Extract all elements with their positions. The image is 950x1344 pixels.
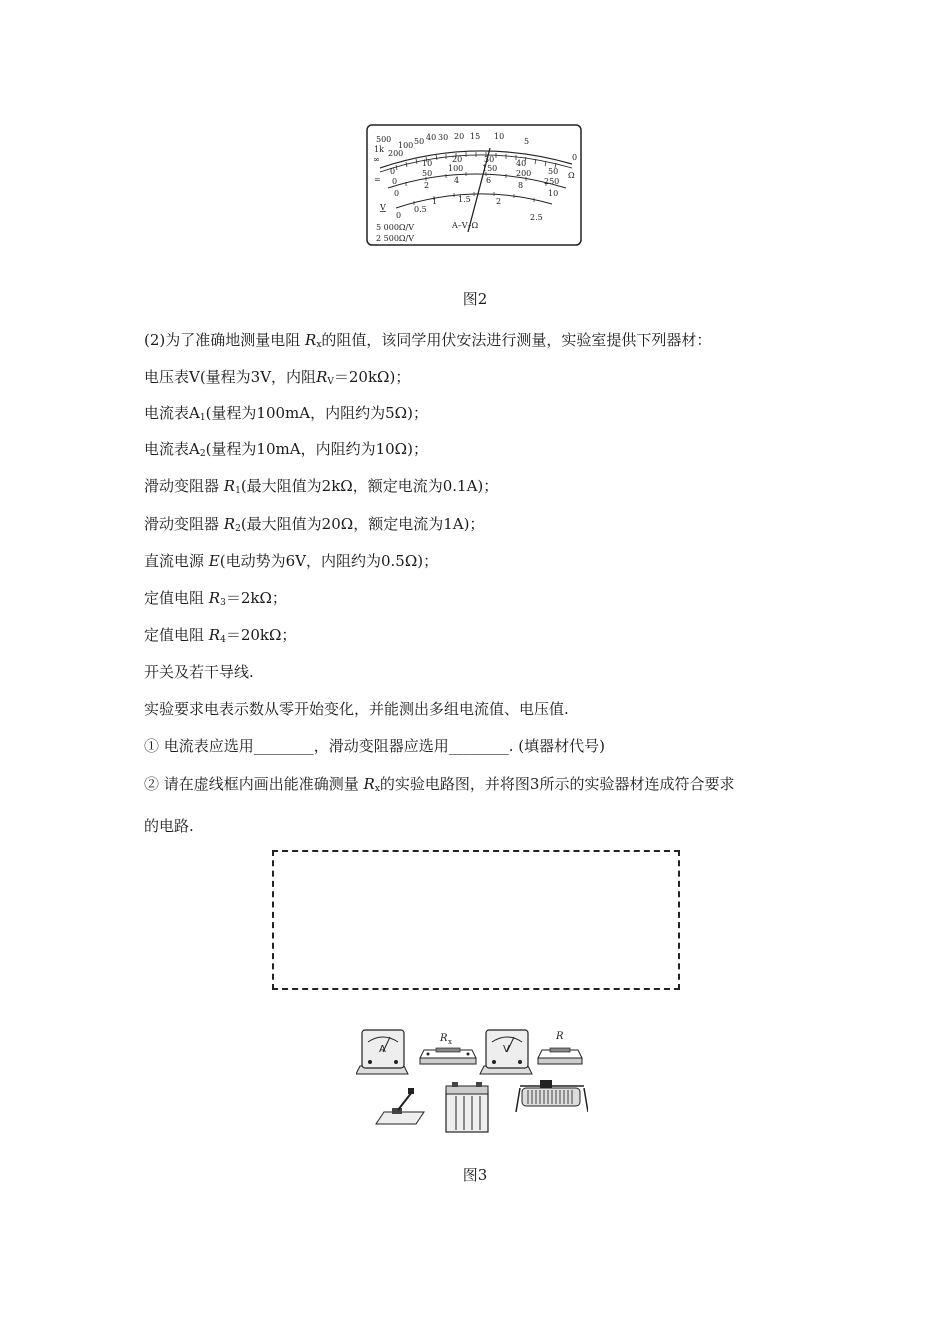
dc-upper-tick: 50	[548, 167, 559, 176]
a1-subscript: 1	[199, 413, 206, 423]
item-ammeter-a1	[144, 403, 428, 428]
requirement-text: 实验要求电表示数从零开始变化，并能测出多组电流值、电压值.	[144, 700, 569, 718]
r3-symbol: R	[208, 589, 221, 607]
r4-symbol: R	[208, 626, 221, 644]
item-ammeter-a2	[144, 439, 428, 464]
ohm-tick-40: 40	[426, 133, 437, 142]
dc-upper-tick: 0	[390, 167, 396, 176]
dc-lower-tick: 4	[454, 176, 460, 185]
r1-symbol: R	[223, 477, 236, 495]
switch-icon	[376, 1088, 424, 1124]
r3-subscript: 3	[220, 598, 226, 608]
figure2-caption: 图2	[462, 290, 488, 308]
r4-subscript: 4	[220, 635, 226, 645]
dc-upper-tick: 10	[422, 159, 433, 168]
ohm-tick-30: 30	[438, 133, 449, 142]
rx-label: R	[440, 1033, 448, 1044]
qb-text: ② 请在虚线框内画出能准确测量	[144, 775, 364, 793]
a2-subscript: 2	[199, 449, 206, 459]
rv-subscript: V	[327, 377, 334, 387]
e-end: (电动势为6V，内阻约为0.5Ω)；	[219, 552, 439, 570]
qb-end: 的实验电路图，并将图3所示的实验器材连成符合要求	[379, 775, 735, 793]
a2-end: (量程为10mA，内阻约为10Ω)；	[205, 440, 428, 458]
q2-suffix: 的阻值，该同学用伏安法进行测量，实验室提供下列器材：	[321, 331, 712, 349]
multimeter-dial-figure	[366, 124, 582, 246]
rx-symbol: R	[305, 331, 317, 349]
v-symbol: V	[380, 203, 386, 212]
r3-text: 定值电阻	[144, 589, 209, 607]
dc-upper-tick: 40	[516, 159, 527, 168]
question-b-line2: 的电路.	[144, 817, 194, 835]
rx-subscript: x	[316, 340, 322, 350]
ohm-infinity-mark: ∞	[373, 155, 380, 164]
voltmeter-label: V	[503, 1044, 510, 1055]
figure3-caption: 图3	[462, 1166, 488, 1184]
item-resistor-r3	[144, 588, 287, 613]
dc-lower-tick: 2	[424, 181, 430, 190]
r1-text: 滑动变阻器	[144, 477, 224, 495]
r4-text: 定值电阻	[144, 626, 209, 644]
ohm-tick-15: 15	[470, 132, 481, 141]
v-tick: 1	[432, 197, 438, 206]
r-label: R	[556, 1031, 564, 1042]
dc-lower-tick: 0	[394, 189, 400, 198]
dc-mid-tick: 50	[422, 169, 433, 178]
rx-resistor-icon	[420, 1033, 476, 1064]
r3-end: ＝2kΩ；	[225, 589, 287, 607]
item-switch: 开关及若干导线.	[144, 663, 254, 681]
ammeter-icon	[356, 1030, 408, 1074]
ohm-tick-0: 0	[572, 153, 578, 162]
item-rheostat-r2	[144, 514, 484, 539]
question-b	[144, 774, 734, 799]
ohm-tick-10: 10	[494, 132, 505, 141]
v-tick: 0	[396, 211, 402, 220]
ohm-tick-50: 50	[414, 137, 425, 146]
battery-icon	[446, 1082, 488, 1132]
v-tick: 2.5	[530, 213, 543, 222]
e-symbol: E	[208, 552, 220, 570]
voltmeter-text: 电压表V(量程为3V，内阻	[144, 368, 317, 386]
dc-symbol: =	[374, 175, 381, 184]
item-rheostat-r1	[144, 476, 498, 501]
v-tick: 0.5	[414, 205, 427, 214]
rv-symbol: R	[316, 368, 328, 386]
qb-rx-symbol: R	[363, 775, 375, 793]
ohm-tick-5: 5	[524, 137, 530, 146]
a1-text: 电流表A	[144, 404, 200, 422]
qb-rx-subscript: x	[374, 784, 380, 794]
ohm-tick-1k: 1k	[374, 145, 384, 154]
r2-text: 滑动变阻器	[144, 515, 224, 533]
rheostat-icon	[516, 1080, 588, 1112]
question-2-intro	[144, 330, 711, 355]
dc-upper-tick: 20	[452, 155, 463, 164]
item-resistor-r4	[144, 625, 296, 650]
voltmeter-end: ＝20kΩ)；	[333, 368, 411, 386]
item-power-source	[144, 551, 438, 571]
dc-mid-tick: 0	[392, 177, 398, 186]
ohm-tick-100: 100	[398, 141, 414, 150]
r2-subscript: 2	[235, 524, 241, 534]
dc-upper-tick: 30	[484, 155, 495, 164]
e-text: 直流电源	[144, 552, 209, 570]
r1-end: (最大阻值为2kΩ，额定电流为0.1A)；	[240, 477, 499, 495]
dc-mid-tick: 250	[544, 177, 560, 186]
dc-mid-tick: 200	[516, 169, 532, 178]
question-a: ① 电流表应选用________，滑动变阻器应选用________. (填器材代号)	[144, 737, 606, 755]
dc-lower-tick: 10	[548, 189, 559, 198]
q2-prefix: (2)为了准确地测量电阻	[144, 331, 306, 349]
r2-symbol: R	[223, 515, 236, 533]
sensitivity-line-2: 2 500Ω/V	[376, 234, 415, 243]
ammeter-label: A	[379, 1044, 386, 1055]
item-voltmeter	[144, 367, 410, 392]
r2-end: (最大阻值为20Ω，额定电流为1A)；	[240, 515, 485, 533]
a2-text: 电流表A	[144, 440, 200, 458]
rx-label-sub: x	[448, 1038, 452, 1046]
mode-label: A–V–Ω	[452, 221, 479, 230]
dc-mid-tick: 100	[448, 164, 464, 173]
a1-end: (量程为100mA，内阻约为5Ω)；	[205, 404, 428, 422]
circuit-drawing-box[interactable]	[272, 850, 680, 990]
v-tick: 2	[496, 197, 502, 206]
dc-mid-tick: 150	[482, 164, 498, 173]
dc-lower-tick: 8	[518, 181, 524, 190]
voltmeter-icon	[480, 1030, 532, 1074]
v-tick: 1.5	[458, 195, 471, 204]
r-resistor-icon	[538, 1031, 582, 1064]
ohm-tick-200: 200	[388, 149, 404, 158]
r4-end: ＝20kΩ；	[225, 626, 297, 644]
equipment-figure	[356, 1024, 588, 1136]
sensitivity-line-1: 5 000Ω/V	[376, 223, 415, 232]
ohm-unit: Ω	[568, 171, 575, 180]
ohm-tick-500: 500	[376, 135, 392, 144]
r1-subscript: 1	[235, 486, 241, 496]
dc-lower-tick: 6	[486, 176, 492, 185]
ohm-tick-20: 20	[454, 132, 465, 141]
